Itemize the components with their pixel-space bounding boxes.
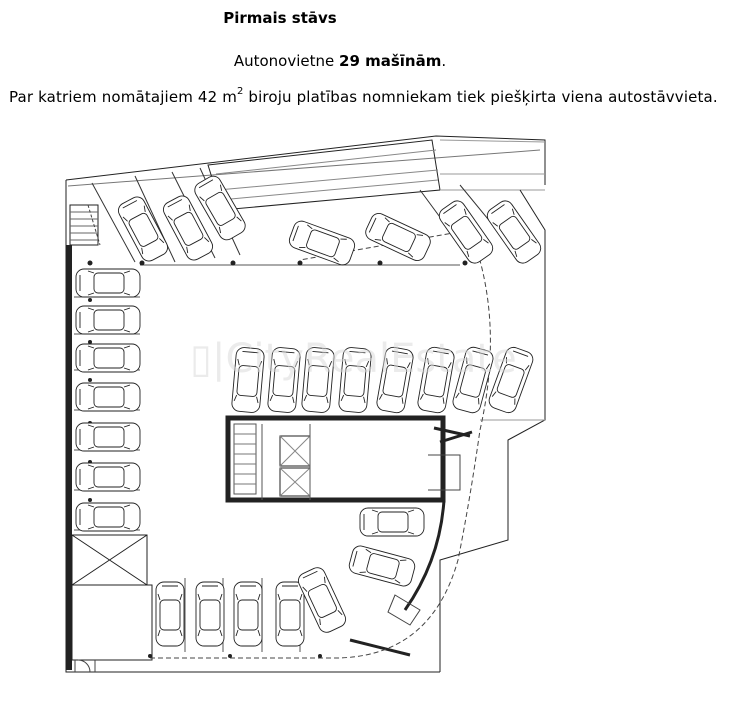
parked-car [76,269,140,297]
parked-car [76,344,140,372]
parked-car [363,211,433,263]
floor-title: Pirmais stāvs [223,9,337,27]
thick-west-wall [66,245,72,670]
note-after: biroju platības nomniekam tiek piešķirta viena autostāvvieta. [243,88,718,106]
parked-car [484,198,544,266]
parked-car [276,582,304,646]
parked-car [436,198,496,266]
parked-car [156,582,184,646]
parked-car [76,423,140,451]
parked-car [76,383,140,411]
parking-cars [76,173,544,646]
bottom-left-room [72,585,152,660]
parked-car [116,194,171,264]
parked-car [234,582,262,646]
capacity-suffix: . [441,52,447,70]
capacity-prefix: Autonovietne [233,52,340,70]
parked-car [76,503,140,531]
parked-car [287,219,357,267]
central-core [228,418,443,500]
north-wall [66,136,545,185]
parked-car [360,508,424,536]
watermark: ▯|CityRealEstate [190,336,517,382]
capacity-count: 29 mašīnām [339,52,442,70]
parked-car [196,582,224,646]
parked-car [76,463,140,491]
parked-car [347,544,416,588]
ramp [208,140,440,210]
note-before: Par katriem nomātajiem 42 m [9,88,237,106]
parked-car [76,306,140,334]
note-sup: 2 [236,86,244,97]
